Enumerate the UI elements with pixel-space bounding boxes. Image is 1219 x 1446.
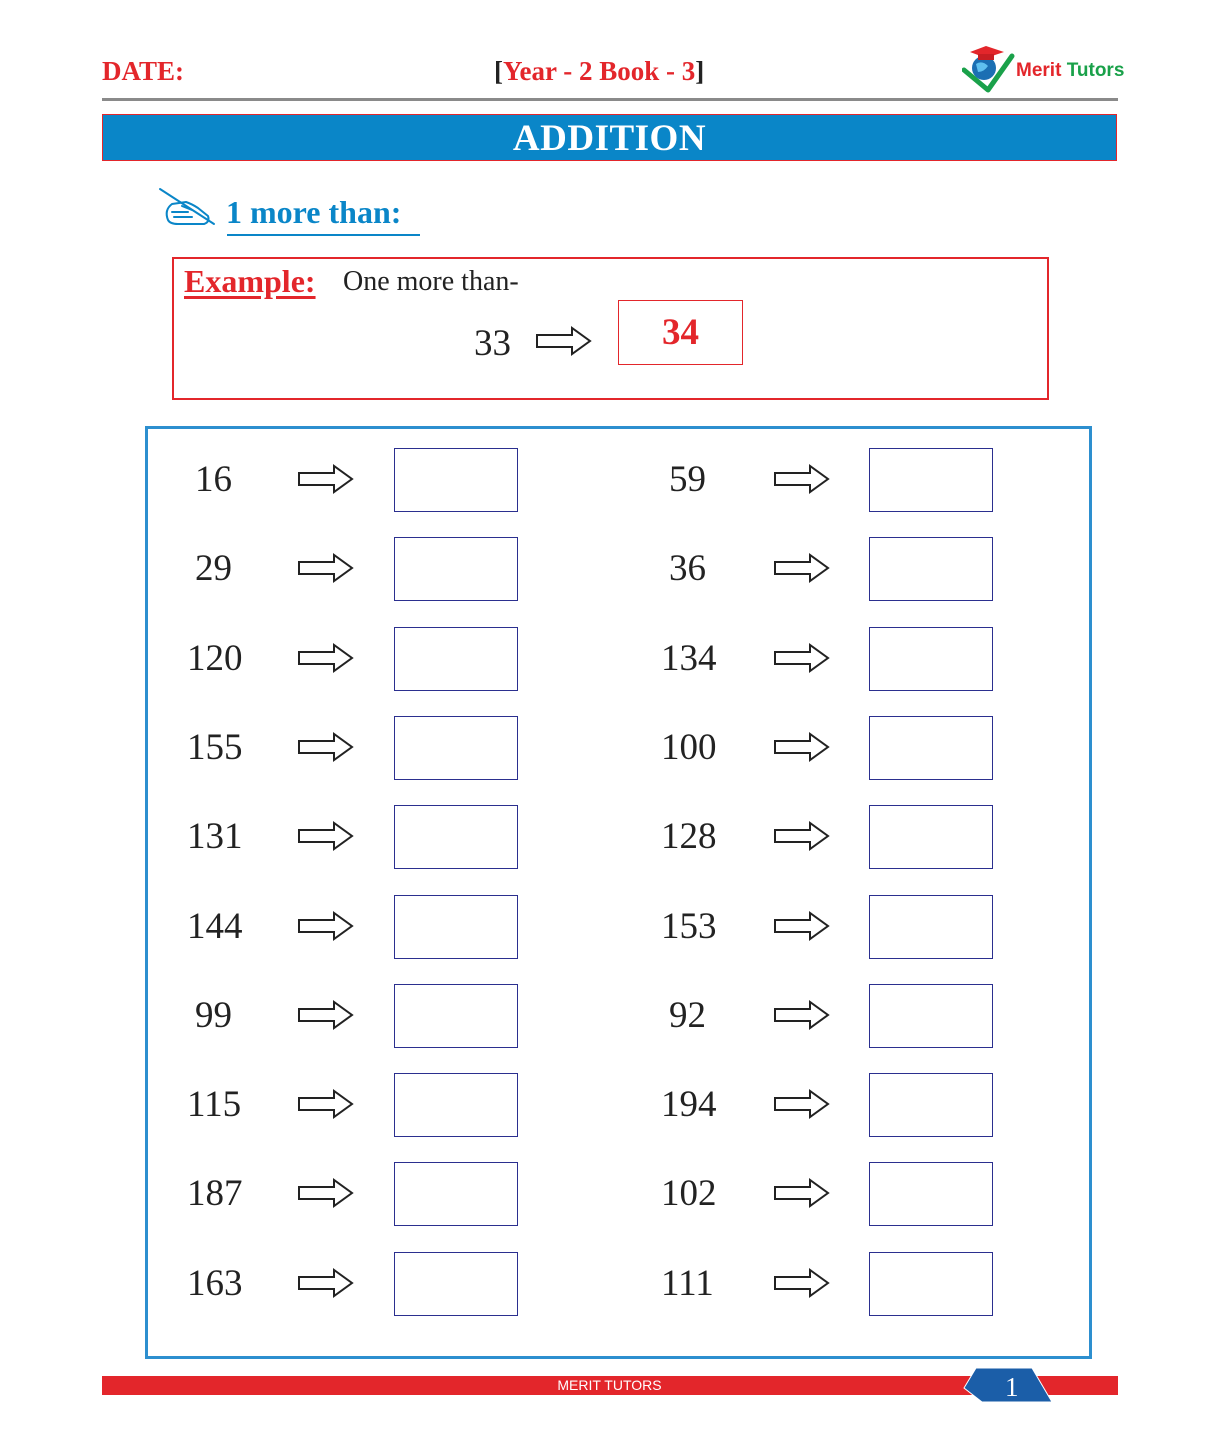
exercise-number: 155 <box>187 726 243 768</box>
right-arrow-icon <box>297 1000 355 1035</box>
answer-box[interactable] <box>869 448 993 512</box>
writing-hand-icon <box>158 186 220 228</box>
right-arrow-icon <box>297 553 355 588</box>
exercise-number: 99 <box>195 994 232 1036</box>
answer-box[interactable] <box>394 984 518 1048</box>
right-arrow-icon <box>297 911 355 946</box>
answer-box[interactable] <box>394 627 518 691</box>
book-title: Year - 2 Book - 3 <box>503 56 696 86</box>
right-arrow-icon <box>773 1178 831 1213</box>
answer-box[interactable] <box>869 805 993 869</box>
right-arrow-icon <box>297 732 355 767</box>
answer-box[interactable] <box>394 1073 518 1137</box>
answer-box[interactable] <box>394 1252 518 1316</box>
exercise-number: 134 <box>661 637 717 679</box>
exercise-number: 36 <box>669 548 706 590</box>
right-arrow-icon <box>297 1268 355 1303</box>
example-label: Example: <box>184 263 316 299</box>
answer-box[interactable] <box>869 716 993 780</box>
answer-box[interactable] <box>394 895 518 959</box>
answer-box[interactable] <box>869 627 993 691</box>
right-arrow-icon <box>773 643 831 678</box>
book-label <box>494 56 704 87</box>
answer-box[interactable] <box>394 716 518 780</box>
exercise-number: 153 <box>661 905 717 947</box>
answer-box[interactable] <box>394 1162 518 1226</box>
logo-word-tutors: Tutors <box>1066 60 1125 81</box>
exercise-number: 128 <box>661 816 717 858</box>
exercise-number: 120 <box>187 637 243 679</box>
right-arrow-icon <box>297 1089 355 1124</box>
right-arrow-icon <box>773 553 831 588</box>
answer-box[interactable] <box>869 537 993 601</box>
right-arrow-icon <box>297 643 355 678</box>
exercise-number: 59 <box>669 459 706 500</box>
right-arrow-icon <box>773 1089 831 1124</box>
right-arrow-icon <box>773 821 831 856</box>
footer-brand: MERIT TUTORS <box>557 1377 662 1393</box>
topic-banner: ADDITION <box>102 114 1117 161</box>
header-divider <box>102 98 1118 101</box>
right-arrow-icon <box>773 732 831 767</box>
example-number: 33 <box>474 323 511 364</box>
right-arrow-icon <box>297 464 355 499</box>
answer-box[interactable] <box>869 1252 993 1316</box>
answer-box[interactable] <box>869 1073 993 1137</box>
exercise-number: 102 <box>661 1173 717 1215</box>
section-title: 1 more than: <box>226 194 402 230</box>
logo-text <box>1016 60 1124 82</box>
exercise-number: 16 <box>195 459 232 500</box>
example-answer-box: 34 <box>618 300 743 365</box>
answer-box[interactable] <box>869 1162 993 1226</box>
exercise-number: 115 <box>187 1084 242 1126</box>
right-arrow-icon <box>773 464 831 499</box>
exercise-number: 144 <box>187 905 243 947</box>
date-label: DATE: <box>102 56 185 86</box>
right-arrow-icon <box>297 821 355 856</box>
right-arrow-icon <box>773 1268 831 1303</box>
answer-box[interactable] <box>394 448 518 512</box>
answer-box[interactable] <box>869 895 993 959</box>
bracket-open: [ <box>494 56 503 86</box>
example-description: One more than- <box>343 266 519 297</box>
exercise-number: 131 <box>187 816 243 858</box>
logo-word-merit: Merit <box>1016 60 1062 81</box>
right-arrow-icon <box>297 1178 355 1213</box>
bracket-close: ] <box>695 56 705 86</box>
right-arrow-icon <box>773 911 831 946</box>
right-arrow-icon <box>535 326 593 356</box>
exercise-number: 163 <box>187 1262 243 1304</box>
answer-box[interactable] <box>394 805 518 869</box>
answer-box[interactable] <box>869 984 993 1048</box>
exercise-number: 111 <box>661 1262 714 1304</box>
answer-box[interactable] <box>394 537 518 601</box>
section-title-underline <box>227 234 420 236</box>
exercise-number: 187 <box>187 1173 243 1215</box>
exercise-number: 92 <box>669 994 706 1036</box>
exercise-number: 29 <box>195 548 232 590</box>
exercise-number: 100 <box>661 726 717 768</box>
page-number: 1 <box>1005 1372 1019 1402</box>
right-arrow-icon <box>773 1000 831 1035</box>
exercise-number: 194 <box>661 1084 717 1126</box>
